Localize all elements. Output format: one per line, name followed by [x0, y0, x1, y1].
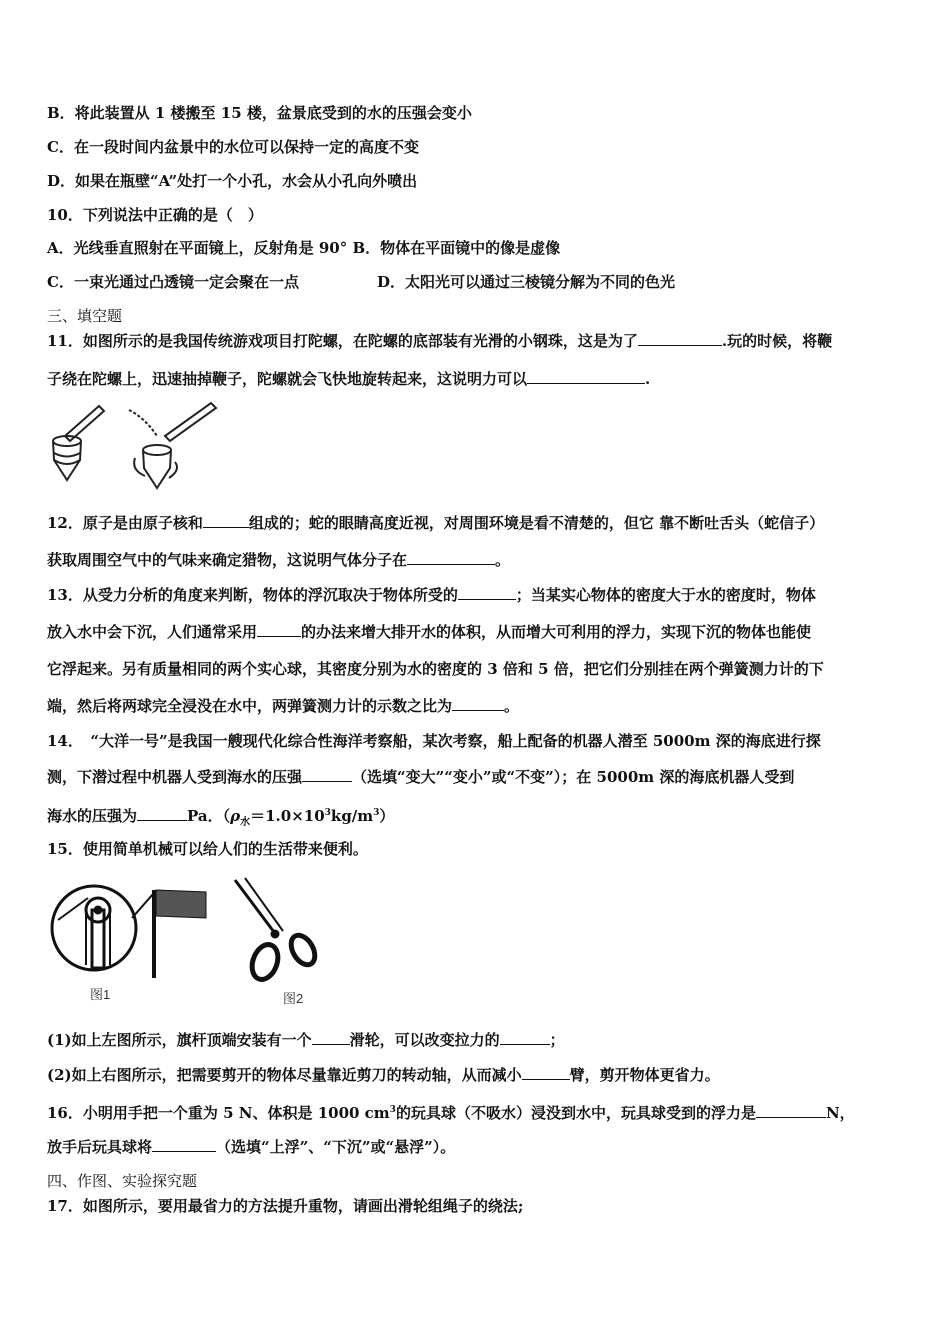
q15-blank-3[interactable] — [522, 1065, 570, 1080]
whip-stick-right — [165, 403, 216, 441]
q14-text: Pa．（ — [187, 807, 231, 825]
q15-text: (1)如上左图所示，旗杆顶端安装有一个 — [47, 1031, 312, 1049]
q15-sub1 — [47, 1030, 565, 1050]
q14-text: 海水的压强为 — [47, 807, 138, 825]
q14-text: （选填“变大”“变小”或“不变”）；在 5000m 深的海底机器人受到 — [352, 768, 795, 786]
scissors-figure — [225, 876, 325, 986]
section-3-heading: 三、填空题 — [47, 307, 123, 325]
scissors-handle-2 — [286, 931, 319, 969]
q10-option-b: B．物体在平面镜中的像是虚像 — [352, 239, 561, 257]
exponent: 3 — [389, 1105, 396, 1115]
q10-options-ab — [47, 238, 560, 258]
scissors-pivot — [272, 931, 278, 937]
rho-subscript: 水 — [240, 817, 251, 828]
exponent: 3 — [373, 808, 380, 818]
figure-1-caption: 图1 — [90, 987, 111, 1002]
q12-blank-1[interactable] — [203, 513, 249, 528]
q10-option-c: C．一束光通过凸透镜一定会聚在一点 — [47, 273, 299, 291]
q13-line1 — [47, 585, 816, 605]
q16-text: 放手后玩具球将 — [47, 1138, 153, 1156]
zoom-pointer — [132, 894, 153, 918]
scissors-blade-2 — [245, 878, 283, 931]
q12-blank-2[interactable] — [407, 550, 495, 565]
q12-text: 12．原子是由原子核和 — [47, 514, 203, 532]
q13-line2 — [47, 622, 811, 642]
q14-text: ） — [379, 807, 395, 825]
q14-text: ＝1.0×10 — [250, 807, 325, 825]
q16-blank-1[interactable] — [756, 1103, 826, 1118]
q13-text: 放入水中会下沉，人们通常采用 — [47, 623, 258, 641]
q16-line2 — [47, 1137, 455, 1157]
q15-blank-2[interactable] — [500, 1030, 550, 1045]
scissors-handle-1 — [248, 941, 283, 983]
q13-blank-2[interactable] — [257, 622, 301, 637]
q10-option-a: A．光线垂直照射在平面镜上，反射角是 90° — [47, 239, 348, 257]
q11-blank-2[interactable] — [527, 369, 645, 384]
q13-text: 端，然后将两球完全浸没在水中，两弹簧测力计的示数之比为 — [47, 697, 453, 715]
top-right-rim — [143, 445, 171, 455]
q13-text: 13．从受力分析的角度来判断，物体的浮沉取决于物体所受的 — [47, 586, 458, 604]
pole-top — [92, 910, 104, 968]
q16-line1 — [47, 1100, 855, 1123]
q12-text: 。 — [495, 551, 511, 569]
q16-text: 16．小明用手把一个重为 5 N、体积是 1000 cm — [47, 1104, 390, 1122]
q14-line3 — [47, 803, 394, 833]
q12-text: 组成的；蛇的眼睛高度近视，对周围环境是看不清楚的，但它 靠不断吐舌头（蛇信子） — [248, 514, 825, 532]
q14-text: 测，下潜过程中机器人受到海水的压强 — [47, 768, 303, 786]
q13-line4 — [47, 696, 519, 716]
q14-text: kg/m — [330, 807, 374, 825]
q13-text: 的办法来增大排开水的体积，从而增大可利用的浮力，实现下沉的物体也能使 — [301, 623, 812, 641]
q16-text: N， — [825, 1104, 855, 1122]
q11-text: 子绕在陀螺上，迅速抽掉鞭子，陀螺就会飞快地旋转起来，这说明力可以 — [47, 370, 528, 388]
q11-text: .玩的时候，将鞭 — [721, 332, 833, 350]
q9-option-c: C．在一段时间内盆景中的水位可以保持一定的高度不变 — [47, 138, 419, 156]
q13-text: ；当某实心物体的密度大于水的密度时，物体 — [515, 586, 816, 604]
q11-line1 — [47, 331, 832, 351]
rho-symbol: ρ — [230, 807, 241, 825]
q14-line2 — [47, 767, 794, 787]
q16-text: （选填“上浮”、“下沉”或“悬浮”）。 — [216, 1138, 456, 1156]
q15-text: (2)如上右图所示，把需要剪开的物体尽量靠近剪刀的转动轴，从而减小 — [47, 1066, 522, 1084]
q11-text: . — [645, 370, 651, 388]
q15-sub2 — [47, 1065, 720, 1085]
q11-text: 11．如图所示的是我国传统游戏项目打陀螺，在陀螺的底部装有光滑的小钢珠，这是为了 — [47, 332, 638, 350]
q15-text: 臂，剪开物体更省力。 — [569, 1066, 720, 1084]
whip-cord — [129, 410, 157, 436]
q11-line2 — [47, 369, 650, 389]
section-4-heading: 四、作图、实验探究题 — [47, 1172, 198, 1190]
q14-blank-1[interactable] — [302, 767, 352, 782]
q9-option-b: B．将此装置从 1 楼搬至 15 楼，盆景底受到的水的压强会变小 — [47, 104, 472, 122]
q13-blank-1[interactable] — [458, 585, 516, 600]
q16-blank-2[interactable] — [152, 1137, 216, 1152]
q15-blank-1[interactable] — [312, 1030, 350, 1045]
q15-text: 滑轮，可以改变拉力的 — [349, 1031, 500, 1049]
q17-stem: 17．如图所示，要用最省力的方法提升重物，请画出滑轮组绳子的绕法; — [47, 1197, 524, 1215]
scissors-blade-1 — [235, 880, 277, 936]
q15-stem: 15．使用简单机械可以给人们的生活带来便利。 — [47, 840, 368, 858]
q13-line3: 它浮起来。另有质量相同的两个实心球，其密度分别为水的密度的 3 倍和 5 倍，把它们分别挂在两个弹簧测力计的下 — [47, 660, 824, 678]
q15-text: ； — [549, 1031, 565, 1049]
q12-text: 获取周围空气中的气味来确定猎物，这说明气体分子在 — [47, 551, 408, 569]
flag — [156, 890, 206, 918]
figure-2-caption: 图2 — [283, 991, 304, 1006]
q10-stem: 10．下列说法中正确的是（ ） — [47, 206, 263, 224]
q13-text: 。 — [504, 697, 520, 715]
q14-line1: 14． “大洋一号”是我国一艘现代化综合性海洋考察船，某次考察，船上配备的机器人潜至 5000m 深的海底进行探 — [47, 732, 821, 750]
q12-line1 — [47, 513, 824, 533]
q11-blank-1[interactable] — [638, 331, 722, 346]
q10-option-d: D．太阳光可以通过三棱镜分解为不同的色光 — [377, 273, 676, 291]
q16-text: 的玩具球（不吸水）浸没到水中，玩具球受到的浮力是 — [395, 1104, 756, 1122]
flagpole-pulley-figure — [48, 880, 213, 980]
q9-option-d: D．如果在瓶壁“A”处打一个小孔，水会从小孔向外喷出 — [47, 172, 418, 190]
exponent: 3 — [324, 808, 331, 818]
q14-blank-2[interactable] — [137, 806, 187, 821]
q12-line2 — [47, 550, 510, 570]
q13-blank-3[interactable] — [452, 696, 504, 711]
top-left-coil — [54, 453, 80, 457]
spinning-top-figure — [45, 398, 230, 493]
